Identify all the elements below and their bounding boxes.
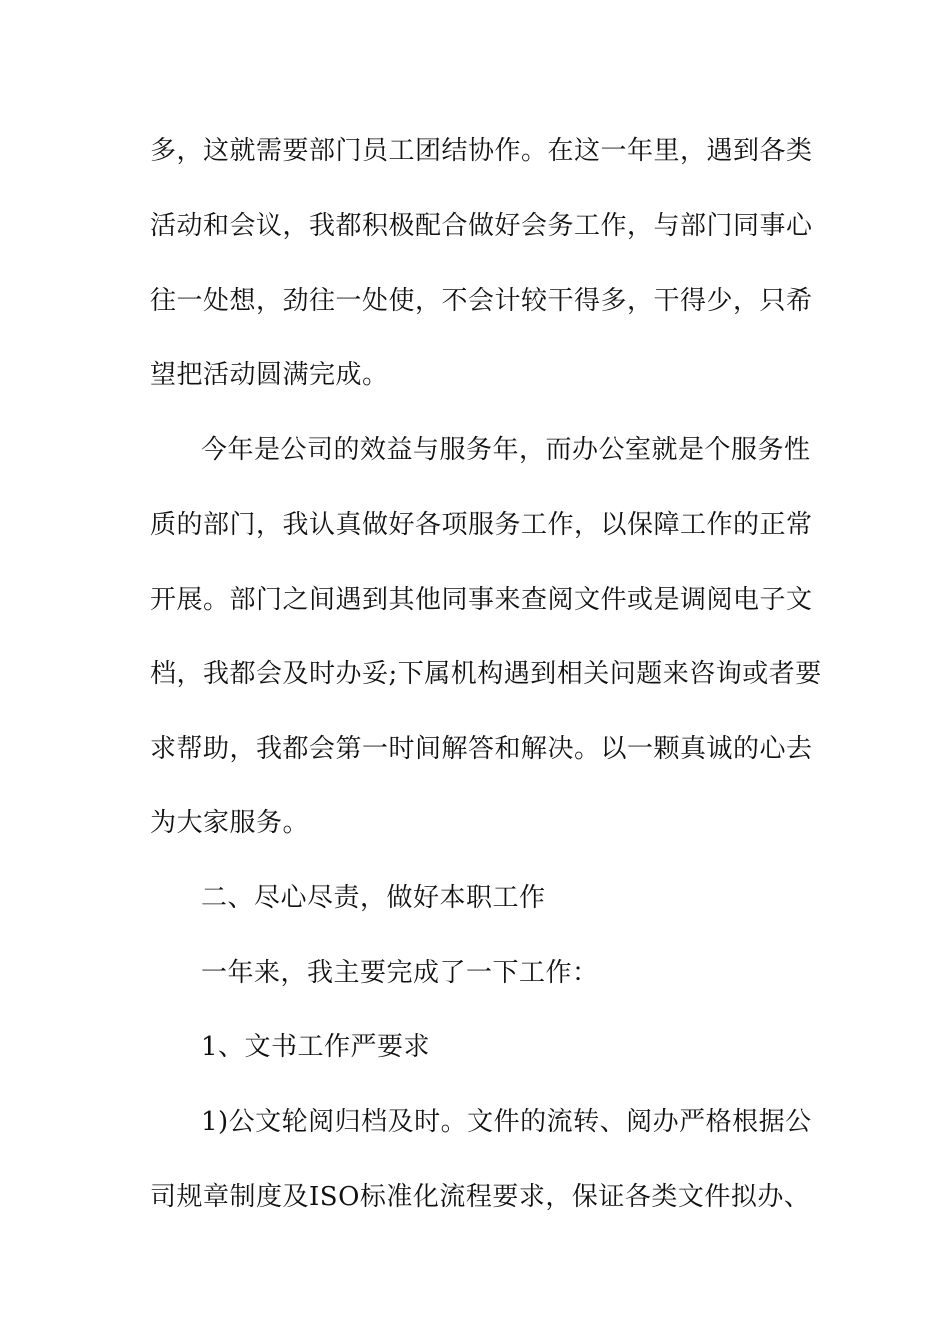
text-line: 多，这就需要部门员工团结协作。在这一年里，遇到各类 xyxy=(150,136,813,166)
text-line: 档，我都会及时办妥;下属机构遇到相关问题来咨询或者要 xyxy=(150,659,822,689)
text-line: 质的部门，我认真做好各项服务工作，以保障工作的正常 xyxy=(150,510,813,540)
text-line: 为大家服务。 xyxy=(150,808,310,838)
paragraph-first-line: 今年是公司的效益与服务年，而办公室就是个服务性 xyxy=(201,435,811,465)
subsection-heading: 1、文书工作严要求 xyxy=(201,1032,431,1062)
text-line: 活动和会议，我都积极配合做好会务工作，与部门同事心 xyxy=(150,211,813,241)
text-line: 司规章制度及ISO标准化流程要求，保证各类文件拟办、 xyxy=(150,1182,811,1212)
text-line: 往一处想，劲往一处使，不会计较干得多，干得少，只希 xyxy=(150,286,813,316)
section-heading: 二、尽心尽责，做好本职工作 xyxy=(201,883,546,913)
text-line: 望把活动圆满完成。 xyxy=(150,360,389,390)
text-line: 求帮助，我都会第一时间解答和解决。以一颗真诚的心去 xyxy=(150,734,813,764)
text-line: 开展。部门之间遇到其他同事来查阅文件或是调阅电子文 xyxy=(150,585,813,615)
paragraph-first-line: 1)公文轮阅归档及时。文件的流转、阅办严格根据公 xyxy=(201,1107,812,1137)
paragraph-first-line: 一年来，我主要完成了一下工作： xyxy=(201,958,599,988)
